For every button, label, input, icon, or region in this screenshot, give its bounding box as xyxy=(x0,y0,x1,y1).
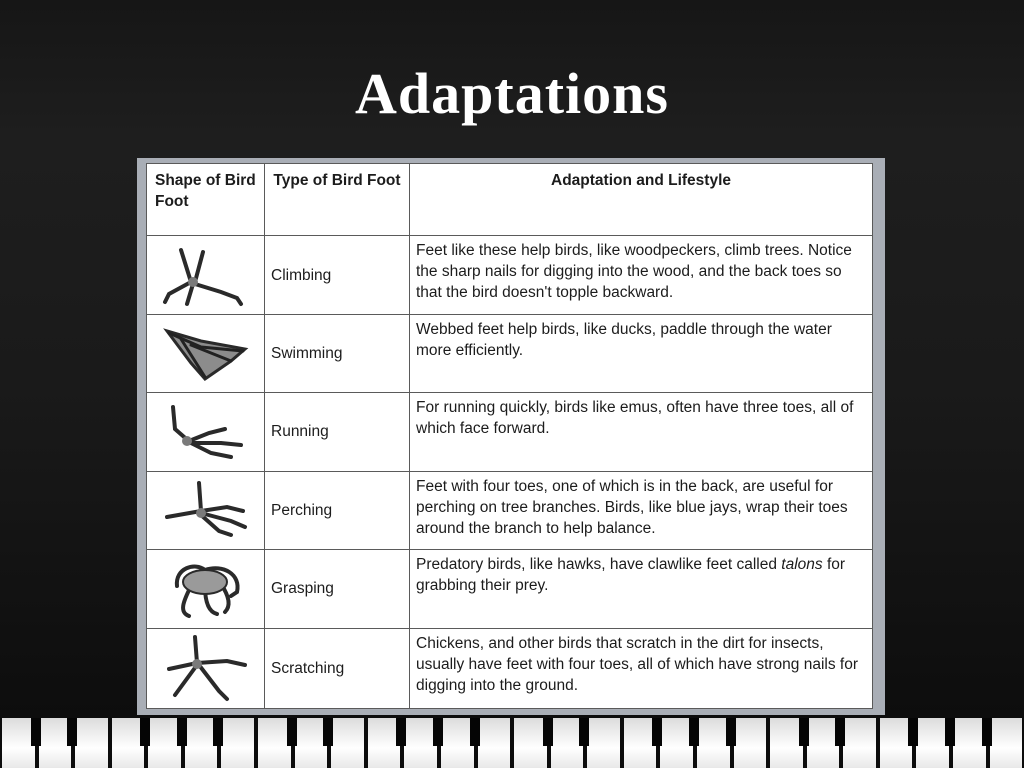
swimming-foot-icon xyxy=(147,314,265,392)
desc-grasping-talons: talons xyxy=(781,556,823,574)
table-row xyxy=(147,236,873,314)
desc-grasping-part1: Predatory birds, like hawks, have clawlike feet called xyxy=(416,556,782,574)
perching-foot-icon xyxy=(147,471,265,549)
desc-grasping xyxy=(410,550,873,628)
bird-feet-table-frame xyxy=(137,158,885,715)
header-row xyxy=(147,164,873,236)
desc-grasping-part2: for grabbing their prey. xyxy=(416,556,846,595)
type-climbing: Climbing xyxy=(265,236,410,314)
slide-title: Adaptations xyxy=(355,61,669,126)
type-scratching: Scratching xyxy=(265,628,410,709)
bird-feet-table xyxy=(146,163,873,709)
table-row xyxy=(147,393,873,471)
climbing-foot-icon xyxy=(147,236,265,314)
type-grasping: Grasping xyxy=(265,550,410,628)
grasping-foot-icon xyxy=(147,550,265,628)
header-shape: Shape of Bird Foot xyxy=(147,164,265,236)
table-row xyxy=(147,550,873,628)
piano-keys-decoration xyxy=(0,718,1024,768)
type-perching: Perching xyxy=(265,471,410,549)
type-swimming: Swimming xyxy=(265,314,410,392)
table-row xyxy=(147,628,873,709)
desc-swimming: Webbed feet help birds, like ducks, paddle through the water more efficiently. xyxy=(410,314,873,392)
header-type: Type of Bird Foot xyxy=(265,164,410,236)
desc-perching: Feet with four toes, one of which is in the back, are useful for perching on tree branches. Birds, like blue jays, wrap their toes around the branch to help balance. xyxy=(410,471,873,549)
header-adaptation: Adaptation and Lifestyle xyxy=(410,164,873,236)
table-row xyxy=(147,471,873,549)
type-running: Running xyxy=(265,393,410,471)
desc-scratching: Chickens, and other birds that scratch in the dirt for insects, usually have feet with four toes, all of which have strong nails for digging into the ground. xyxy=(410,628,873,709)
desc-running: For running quickly, birds like emus, often have three toes, all of which face forward. xyxy=(410,393,873,471)
running-foot-icon xyxy=(147,393,265,471)
desc-climbing: Feet like these help birds, like woodpeckers, climb trees. Notice the sharp nails for digging into the wood, and the back toes so that the bird doesn't topple backward. xyxy=(410,236,873,314)
scratching-foot-icon xyxy=(147,628,265,709)
table-row xyxy=(147,314,873,392)
